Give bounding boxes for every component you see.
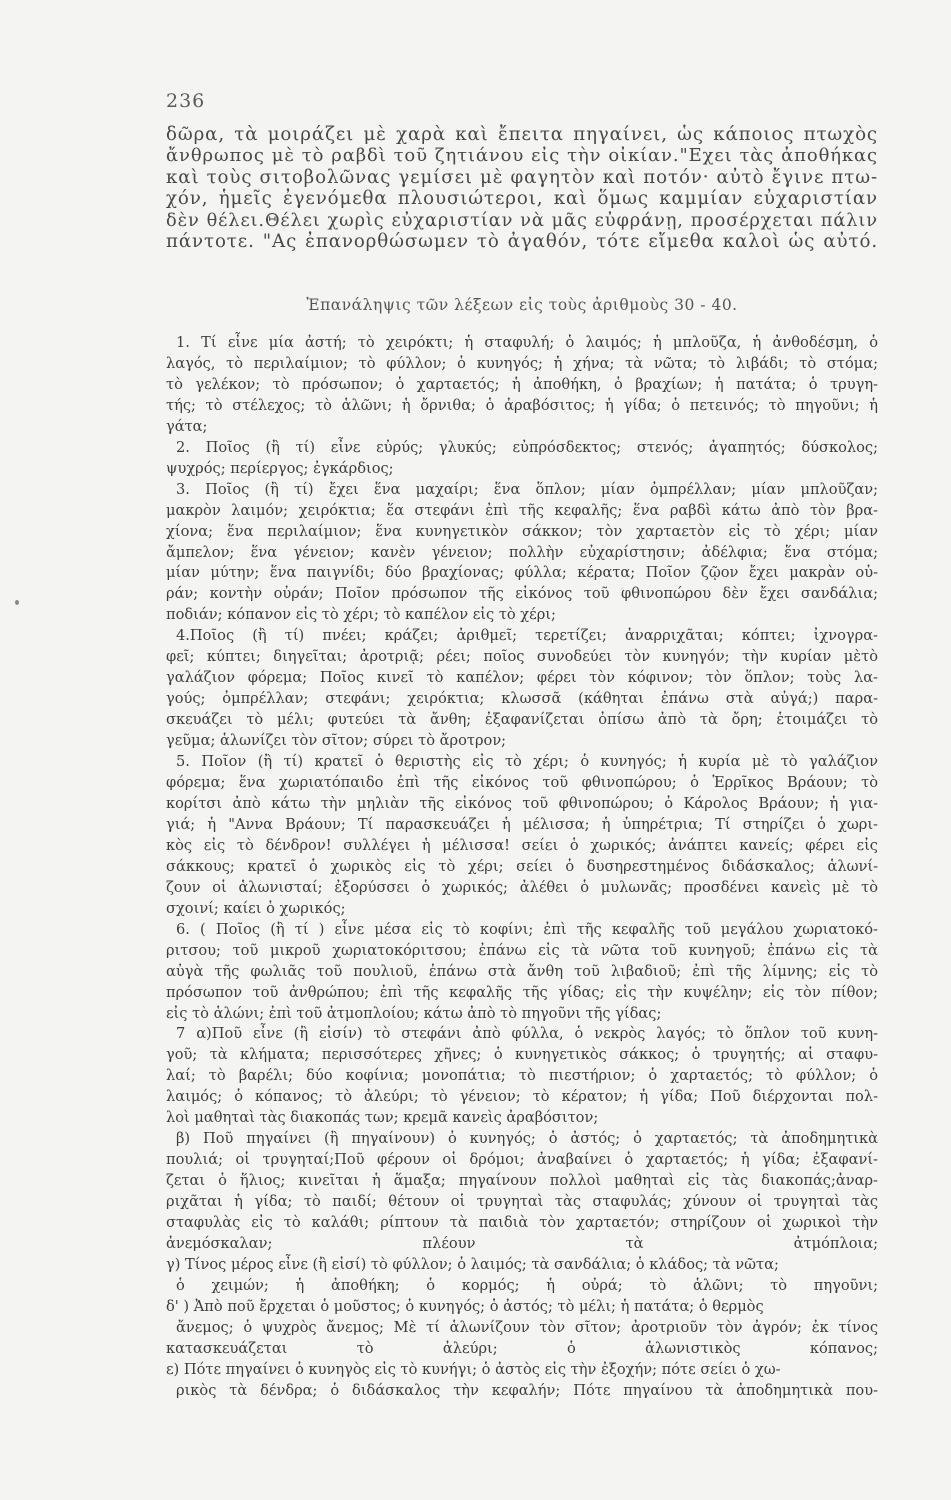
exercise-line: β) Ποῦ πηγαίνει (ἢ πηγαίνουν) ὁ κυνηγός; ὁ ἀστός; ὁ χαρταετός; τὰ ἀποδημητικὰ <box>176 1130 878 1148</box>
exercise-line: φόρεμα; ἕνα χωριατόπαιδο ἐπὶ τῆς εἰκόνος τοῦ φθινοπώρου; ὁ Ἑρρῖκος Βράουν; τὸ <box>166 774 878 792</box>
exercise-line: αὐγὰ τῆς φωλιᾶς τοῦ πουλιοῦ, ἐπάνω στὰ ἄνθη τοῦ λιβαδιοῦ; ἐπὶ τῆς λίμνης; εἰς τὸ <box>166 962 878 980</box>
exercise-line: γούς; ὀμπρέλλαν; στεφάνι; χειρόκτια; κλωσσᾶ (κάθηται ἐπάνω στὰ αὐγά;) παρα- <box>166 690 878 708</box>
section-heading: Ἐπανάληψις τῶν λέξεων εἰς τοὺς ἀριθμοὺς 30 - 40. <box>306 296 738 314</box>
intro-line: ἄνθρωπος μὲ τὸ ραβδὶ τοῦ ζητιάνου εἰς τὴν οἰκίαν."Εχει τὰς ἀποθήκας <box>166 145 878 167</box>
exercise-line: κατασκευάζεται τὸ ἀλεύρι; ὁ ἁλωνιστικὸς κόπανος; <box>166 1339 878 1357</box>
exercise-line: ἀνεμόσκαλαν; πλέουν τὰ ἀτμόπλοια; <box>166 1234 878 1252</box>
exercise-line: λαί; τὸ βαρέλι; δύο κοφίνια; μονοπάτια; τὸ πιεστήριον; ὁ χαρταετός; τὸ φύλλον; ὁ <box>166 1067 878 1085</box>
exercise-line: 3. Ποῖος (ἢ τί) ἔχει ἕνα μαχαίρι; ἕνα ὅπλον; μίαν ὀμπρέλλαν; μίαν μπλοῦζαν; <box>176 480 878 498</box>
intro-line: πάντοτε. "Ας ἐπανορθώσωμεν τὸ ἀγαθόν, τότε εἴμεθα καλοὶ ὡς αὐτό. <box>166 231 878 253</box>
intro-paragraph <box>166 124 878 252</box>
exercise-line: γιά; ἡ "Αννα Βράουν; Τί παρασκευάζει ἡ μέλισσα; ἡ ὑπηρέτρια; Τί στηρίζει ὁ χωρι- <box>166 815 878 833</box>
exercise-line: γαλάζιον φόρεμα; Ποῖος κινεῖ τὸ καπέλον; φέρει τὸν κόφινον; τὸν ὅπλον; τοὺς λα- <box>166 669 878 687</box>
exercise-line: κὸς εἰς τὸ δένδρον! συλλέγει ἡ μέλισσα! σείει ὁ χωρικός; ἀνάπτει κανείς; φέρει εἰς <box>166 836 878 854</box>
exercise-line: εἰς τὸ ἁλώνι; ἐπὶ τοῦ ἀτμοπλοίου; κάτω ἀπὸ τὸ πηγοῦνι τῆς γίδας; <box>166 1004 662 1022</box>
exercise-line: 5. Ποῖον (ἢ τί) κρατεῖ ὁ θεριστὴς εἰς τὸ χέρι; ὁ κυνηγός; ἡ κυρία μὲ τὸ γαλάζιον <box>176 753 878 771</box>
exercise-line: ριχᾶται ἡ γίδα; τὸ παιδί; θέτουν οἱ τρυγηταὶ τὰς σταφυλάς; χύνουν οἱ τρυγηταὶ τὰς <box>166 1193 878 1211</box>
exercise-line: γ) Τίνος μέρος εἶνε (ἢ εἰσί) τὸ φύλλον; ὁ λαιμός; τὰ σανδάλια; ὁ κλάδος; τὰ νῶτα; <box>166 1255 779 1273</box>
exercise-line: 7 α)Ποῦ εἶνε (ἢ εἰσίν) τὸ στεφάνι ἀπὸ φύλλα, ὁ νεκρὸς λαγός; τὸ ὅπλον τοῦ κυνη- <box>176 1025 878 1043</box>
exercise-line: λαιμός; ὁ κόπανος; τὸ ἀλεύρι; τὸ γένειον; τὸ κέρατον; ἡ γίδα; Ποῦ διέρχονται πολ- <box>166 1088 878 1106</box>
exercise-line: 4.Ποῖος (ἢ τί) πνέει; κράζει; ἀριθμεῖ; τερετίζει; ἀναρριχᾶται; κόπτει; ἰχνογρα- <box>176 627 878 645</box>
exercise-line: κορίτσι ἀπὸ κάτω τὴν μηλιὰν τῆς εἰκόνος τοῦ φθινοπώρου; ὁ Κάρολος Βράουν; ἡ για- <box>166 794 878 812</box>
exercise-line: ἄμπελον; ἕνα γένειον; κανὲν γένειον; πολλὴν εὐχαρίστησιν; ἀδέλφια; ἕνα στόμα; <box>166 543 878 561</box>
exercise-line: μακρὸν λαιμόν; χειρόκτια; ἕα στεφάνι ἐπὶ τῆς κεφαλῆς; ἕνα ραβδὶ κάτω ἀπὸ τὸν βρα- <box>166 501 878 519</box>
exercise-line: τὸ γελέκον; τὸ πρόσωπον; ὁ χαρταετός; ἡ ἀποθήκη, ὁ βραχίων; ἡ πατάτα; ὁ τρυγη- <box>166 375 878 393</box>
exercise-line: δ' ) Ἀπὸ ποῦ ἔρχεται ὁ μοῦστος; ὁ κυνηγός; ὁ ἀστός; τὸ μέλι; ἡ πατάτα; ὁ θερμὸς <box>166 1297 764 1315</box>
intro-line: χόν, ἡμεῖς ἐγενόμεθα πλουσιώτεροι, καὶ ὅμως καμμίαν εὐχαριστίαν <box>166 188 878 210</box>
margin-speck <box>15 600 19 605</box>
exercise-line: πουλιά; οἱ τρυγηταί;Ποῦ φέρουν οἱ δρόμοι; ἀναβαίνει ὁ χαρταετός; ἡ γίδα; ἐξαφανί- <box>166 1151 878 1169</box>
exercise-line: σχοινί; καίει ὁ χωρικός; <box>166 899 346 917</box>
exercise-line: σκευάζει τὸ μέλι; φυτεύει τὰ ἄνθη; ἐξαφανίζεται ὀπίσω ἀπὸ τὰ ὄρη; ἑτοιμάζει τὸ <box>166 711 878 729</box>
exercise-line: ἄνεμος; ὁ ψυχρὸς ἄνεμος; Μὲ τί ἁλωνίζουν τὸν σῖτον; ἀροτριοῦν τὸν ἀγρόν; ἐκ τίνος <box>176 1318 878 1336</box>
exercise-line: ράν; κοντὴν οὐράν; Ποῖον πρόσωπον τῆς εἰκόνος τοῦ φθινοπώρου δὲν ἔχει σανδάλια; <box>166 585 878 603</box>
exercise-line: σταφυλὰς εἰς τὸ καλάθι; ρίπτουν τὰ παιδιὰ τὸν χαρταετόν; στηρίζουν οἱ χωρικοὶ τὴν <box>166 1214 878 1232</box>
exercise-line: ψυχρός; περίεργος; ἐγκάρδιος; <box>166 459 394 477</box>
intro-line: καὶ τοὺς σιτοβολῶνας γεμίσει μὲ φαγητὸν καὶ ποτόν· αὐτὸ ἔγινε πτω- <box>166 166 878 188</box>
exercise-line: πρόσωπον τοῦ ἀνθρώπου; ἐπὶ τῆς κεφαλῆς τῆς γίδας; εἰς τὴν κυψέλην; εἰς τὸν πίθον; <box>166 983 878 1001</box>
exercise-line: ζουν οἱ ἁλωνισταί; ἐξορύσσει ὁ χωρικός; ἀλέθει ὁ μυλωνᾶς; προσδένει κανεὶς μὲ τὸ <box>166 878 878 896</box>
exercise-list <box>166 333 878 1402</box>
exercise-line: ὁ χειμών; ἡ ἀποθήκη; ὁ κορμός; ἡ οὐρά; τὸ ἁλῶνι; τὸ πηγοῦνι; <box>176 1276 878 1294</box>
exercise-line: τής; τὸ στέλεχος; τὸ ἁλῶνι; ἡ ὄρνιθα; ὁ ἀραβόσιτος; ἡ γίδα; ὁ πετεινός; τὸ πηγοῦνι; ἡ <box>166 396 878 414</box>
exercise-line: ρικὸς τὰ δένδρα; ὁ διδάσκαλος τὴν κεφαλήν; Πότε πηγαίνου τὰ ἀποδημητικὰ που- <box>176 1381 878 1399</box>
exercise-line: ζεται ὁ ἥλιος; κινεῖται ἡ ἅμαξα; πηγαίνουν πολλοὶ μαθηταὶ εἰς τὰς διακοπάς;ἀναρ- <box>166 1172 878 1190</box>
exercise-line: φεῖ; κύπτει; διηγεῖται; ἀροτριᾷ; ρέει; ποῖος συνοδεύει τὸν κυνηγόν; τὴν κυρίαν μὲτὸ <box>166 648 878 666</box>
exercise-line: 6. ( Ποῖος (ἢ τί ) εἶνε μέσα εἰς τὸ κοφίνι; ἐπὶ τῆς κεφαλῆς τοῦ μεγάλου χωριατοκό- <box>176 920 878 938</box>
page-number: 236 <box>166 90 206 112</box>
exercise-line: ποδιάν; κόπανον εἰς τὸ χέρι; τὸ καπέλον εἰς τὸ χέρι; <box>166 606 556 624</box>
exercise-line: ριτσου; τοῦ μικροῦ χωριατοκόριτσου; ἐπάνω εἰς τὰ νῶτα τοῦ κυνηγοῦ; ἐπάνω εἰς τὰ <box>166 941 878 959</box>
exercise-line: γοῦ; τὰ κλήματα; περισσότερες χῆνες; ὁ κυνηγετικὸς σάκκος; ὁ τρυγητής; αἱ σταφυ- <box>166 1046 878 1064</box>
exercise-line: μίαν μύτην; ἕνα παιγνίδι; δύο βραχίονας; φύλλα; κέρατα; Ποῖον ζῷον ἔχει μακρὰν οὐ- <box>166 564 878 582</box>
intro-line: δὲν θέλει.Θέλει χωρὶς εὐχαριστίαν νὰ μᾶς εὐφράνῃ, προσέρχεται πάλιν <box>166 209 878 231</box>
exercise-line: χίονα; ἕνα περιλαίμιον; ἕνα κυνηγετικὸν σάκκον; τὸν χαρταετὸν εἰς τὸ χέρι; μίαν <box>166 522 878 540</box>
exercise-line: 2. Ποῖος (ἢ τί) εἶνε εὐρύς; γλυκύς; εὐπρόσδεκτος; στενός; ἀγαπητός; δύσκολος; <box>176 438 878 456</box>
intro-line: δῶρα, τὰ μοιράζει μὲ χαρὰ καὶ ἔπειτα πηγαίνει, ὡς κάποιος πτωχὸς <box>166 124 878 145</box>
exercise-line: γάτα; <box>166 417 208 435</box>
exercise-line: 1. Τί εἶνε μία ἀστή; τὸ χειρόκτι; ἡ σταφυλή; ὁ λαιμός; ἡ μπλοῦζα, ἡ ἀνθοδέσμη, ὁ <box>176 334 878 351</box>
exercise-line: σάκκους; κρατεῖ ὁ χωρικὸς εἰς τὸ χέρι; σείει ὁ δυσηρεστημένος διδάσκαλος; ἁλωνί- <box>166 857 878 875</box>
exercise-line: ε) Πότε πηγαίνει ὁ κυνηγὸς εἰς τὸ κυνήγι; ὁ ἀστὸς εἰς τὴν ἐξοχήν; πότε σείει ὁ χω- <box>166 1360 781 1378</box>
exercise-line: γεῦμα; ἁλωνίζει τὸν σῖτον; σύρει τὸ ἄροτρον; <box>166 732 507 750</box>
exercise-line: λαγός, τὸ περιλαίμιον; τὸ φύλλον; ὁ κυνηγός; ἡ χήνα; τὰ νῶτα; τὸ λιβάδι; τὸ στόμα; <box>166 354 878 372</box>
exercise-line: λοὶ μαθηταὶ τὰς διακοπάς των; κρεμᾶ κανεὶς ἀραβόσιτον; <box>166 1109 599 1127</box>
